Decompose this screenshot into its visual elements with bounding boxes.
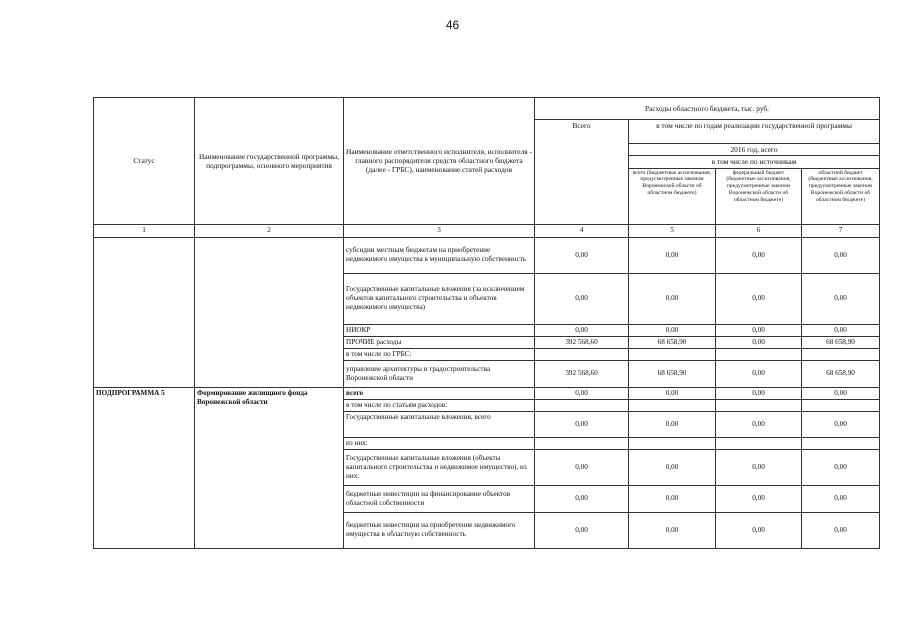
value-cell: 0,00 xyxy=(802,324,880,336)
item-name-cell: Государственные капитальные вложения (объекты капитального строительства и недвижимое имущество), из них: xyxy=(344,449,535,485)
value-cell: 392 568,60 xyxy=(535,336,629,348)
column-number: 6 xyxy=(716,224,802,237)
item-name-cell: управление архитектуры и градостроительства Воронежской области xyxy=(344,360,535,387)
value-cell: 0,00 xyxy=(629,237,716,273)
value-cell: 0,00 xyxy=(535,324,629,336)
header-executor: Наименование ответственного исполнителя, исполнителя - главного распорядителя средств областного бюджета (далее - ГРБС), наименование статей расходов xyxy=(344,98,535,225)
value-cell xyxy=(629,399,716,411)
item-name-cell: Государственные капитальные вложения (за исключением объектов капитального строительства и объектов недвижимого имущества) xyxy=(344,273,535,324)
value-cell: 0,00 xyxy=(629,411,716,437)
value-cell: 68 658,90 xyxy=(802,360,880,387)
value-cell: 0,00 xyxy=(802,449,880,485)
value-cell: 68 658,90 xyxy=(629,336,716,348)
value-cell: 0,00 xyxy=(535,411,629,437)
status-cell xyxy=(94,348,195,360)
value-cell: 0,00 xyxy=(716,512,802,548)
item-name-cell: бюджетные инвестиции на финансирование объектов областной собственности xyxy=(344,485,535,512)
value-cell: 0,00 xyxy=(535,449,629,485)
header-by-years: в том числе по годам реализации государственной программы xyxy=(629,120,880,144)
value-cell: 0,00 xyxy=(629,512,716,548)
value-cell: 0,00 xyxy=(716,411,802,437)
column-number: 2 xyxy=(195,224,344,237)
status-cell xyxy=(94,336,195,348)
value-cell: 392 568,60 xyxy=(535,360,629,387)
header-by-sources: в том числе по источникам xyxy=(629,156,880,168)
column-number: 1 xyxy=(94,224,195,237)
status-cell xyxy=(94,324,195,336)
item-name-cell: Государственные капитальные вложения, всего xyxy=(344,411,535,437)
value-cell: 0,00 xyxy=(716,485,802,512)
value-cell: 0,00 xyxy=(629,485,716,512)
header-program: Наименование государственной программы, подпрограммы, основного мероприятия xyxy=(195,98,344,225)
value-cell xyxy=(629,437,716,449)
header-total: Всего xyxy=(535,120,629,225)
table-row xyxy=(94,237,880,273)
subprogram-name: Формирование жилищного фонда Воронежской области xyxy=(195,387,344,548)
value-cell xyxy=(535,348,629,360)
table-row xyxy=(94,360,880,387)
value-cell: 0,00 xyxy=(716,237,802,273)
status-cell xyxy=(94,360,195,387)
table-row xyxy=(94,336,880,348)
value-cell xyxy=(535,399,629,411)
column-number: 4 xyxy=(535,224,629,237)
value-cell: 0,00 xyxy=(802,512,880,548)
value-cell: 68 658,90 xyxy=(629,360,716,387)
header-expenses-title: Расходы областного бюджета, тыс. руб. xyxy=(535,98,880,120)
item-name-cell: НИОКР xyxy=(344,324,535,336)
column-number: 7 xyxy=(802,224,880,237)
value-cell: 0,00 xyxy=(716,387,802,399)
program-cell xyxy=(195,237,344,273)
value-cell: 0,00 xyxy=(802,387,880,399)
value-cell: 0,00 xyxy=(716,324,802,336)
table-row xyxy=(94,387,880,399)
value-cell: 0,00 xyxy=(716,449,802,485)
value-cell xyxy=(716,399,802,411)
value-cell: 0,00 xyxy=(535,512,629,548)
value-cell: 0,00 xyxy=(629,273,716,324)
value-cell: 0,00 xyxy=(802,273,880,324)
status-cell xyxy=(94,237,195,273)
column-number: 5 xyxy=(629,224,716,237)
value-cell xyxy=(716,437,802,449)
value-cell: 0,00 xyxy=(629,324,716,336)
page-number: 46 xyxy=(445,18,460,32)
item-name-cell: субсидии местным бюджетам на приобретение недвижимого имущества в муниципальную собственность xyxy=(344,237,535,273)
value-cell: 0,00 xyxy=(716,360,802,387)
item-name-cell: бюджетные инвестиции на приобретение недвижимого имущества в областную собственность xyxy=(344,512,535,548)
item-name-cell: из них: xyxy=(344,437,535,449)
value-cell: 0,00 xyxy=(802,237,880,273)
item-name-cell: всего xyxy=(344,387,535,399)
value-cell: 68 658,90 xyxy=(802,336,880,348)
value-cell: 0,00 xyxy=(535,237,629,273)
budget-table xyxy=(93,97,880,549)
item-name-cell: ПРОЧИЕ расходы xyxy=(344,336,535,348)
value-cell xyxy=(716,348,802,360)
table-row xyxy=(94,324,880,336)
program-cell xyxy=(195,273,344,324)
status-cell xyxy=(94,273,195,324)
value-cell: 0,00 xyxy=(716,336,802,348)
value-cell xyxy=(802,399,880,411)
table-row xyxy=(94,348,880,360)
value-cell: 0,00 xyxy=(802,485,880,512)
header-source-federal: федеральный бюджет (бюджетные ассигнования, предусмотренные законом Воронежской области об областном бюджете) xyxy=(716,168,802,224)
value-cell xyxy=(802,348,880,360)
program-cell xyxy=(195,348,344,360)
value-cell: 0,00 xyxy=(535,387,629,399)
value-cell: 0,00 xyxy=(802,411,880,437)
program-cell xyxy=(195,324,344,336)
program-cell xyxy=(195,336,344,348)
value-cell: 0,00 xyxy=(716,273,802,324)
table-row xyxy=(94,273,880,324)
value-cell xyxy=(802,437,880,449)
value-cell xyxy=(535,437,629,449)
item-name-cell: в том числе по статьям расходов: xyxy=(344,399,535,411)
value-cell: 0,00 xyxy=(629,449,716,485)
value-cell: 0,00 xyxy=(535,273,629,324)
program-cell xyxy=(195,360,344,387)
header-source-regional: областной бюджет (бюджетные ассигнования, предусмотренные законом Воронежской области об областном бюджете) xyxy=(802,168,880,224)
value-cell xyxy=(629,348,716,360)
item-name-cell: в том числе по ГРБС: xyxy=(344,348,535,360)
header-source-total: всего (бюджетные ассигнования, предусмотренные законом Воронежской области об областном бюджете) xyxy=(629,168,716,224)
column-number: 3 xyxy=(344,224,535,237)
value-cell: 0,00 xyxy=(629,387,716,399)
value-cell: 0,00 xyxy=(535,485,629,512)
subprogram-status: ПОДПРОГРАММА 5 xyxy=(94,387,195,548)
header-status: Статус xyxy=(94,98,195,225)
header-year: 2016 год, всего xyxy=(629,144,880,156)
